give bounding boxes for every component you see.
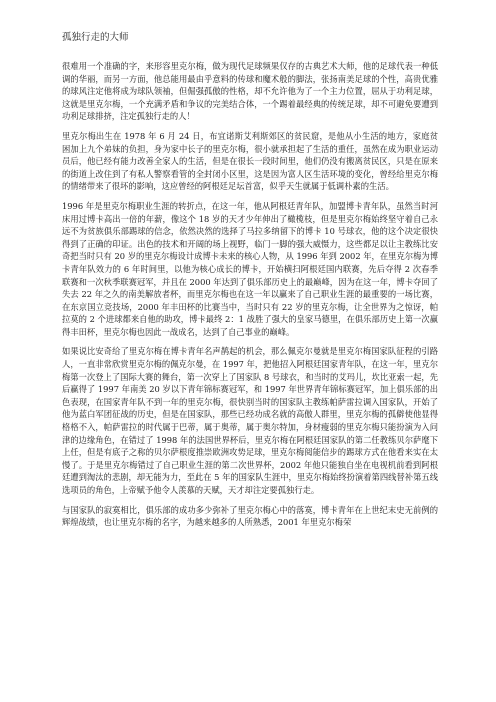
paragraph-boca-career: 1996 年是里克尔梅职业生涯的转折点，在这一年，他从阿根廷青年队，加盟博卡青年队，虽然当时河床用过博卡高出一倍的年薪，像这个 18 岁的天才少年伸出了橄榄枝，但是里克尔梅始终坚守着自己永远不为贫族俱乐部踢球的信念，依然决然的选择了马拉多纳留下的博卡 10 号球衣，他的这个决定很快得到了正确的印证。出色的技术和开阔的场上视野，临门一脚的强大威慑力，这些都足以让主教练比安奇把当时只有 20 岁的里克尔梅设计成博卡未来的核心人物，从 1996 年到 2002 年，在里克尔梅为博卡青年队效力的 6 年时间里，以他为核心成长的博卡，开始横扫阿根廷国内联赛，先后夺得 2 次春季联赛和一次秋季联赛冠军，并且在 2000 年达到了俱乐部历史上的最巅峰，因为在这一年，博卡夺回了失去 22 年之久的南美解放者杯，而里克尔梅也在这一年以赢来了自己职业生涯的最重要的一场比赛，在东京国立竞技场，2000 年丰田杯的比赛当中，当时只有 22 岁的里克尔梅，让全世界为之惊讶，帕拉莫的 2 个进球都来自他的助攻，博卡最终 2：1 战胜了强大的皇家马德里，在俱乐部历史上第一次赢得丰田杯，里克尔梅也因此一战成名，达到了自己事业的巅峰。 bbox=[62, 200, 438, 337]
paragraph-club-success: 与国家队的寂寞相比，俱乐部的成功多少弥补了里克尔梅心中的落寞，博卡青年在上世纪末史无前例的辉煌战绩，也让里克尔梅的名字，为越来越多的人所熟悉，2001 年里克尔梅荣 bbox=[62, 504, 438, 528]
paragraph-national-team: 如果说比安奇给了里克尔梅在博卡青年名声鹊起的机会，那么佩克尔曼就是里克尔梅国家队征程的引路人，一直非常欣赏里克尔梅的佩克尔曼，在 1997 年，把他招入阿根廷国家青年队，在这一年，里克尔梅第一次登上了国际大赛的舞台，第一次穿上了国家队 8 号球衣，和当时的艾玛儿，坎比亚索一起，先后赢得了 1997 年南美 20 岁以下青年锦标赛冠军，和 1997 年世界青年锦标赛冠军，加上俱乐部的出色表现，在国家青年队不到一年的里克尔梅，很快别当时的国家队主教练帕萨雷拉调入国家队，开始了他为蓝白军团征战的历史，但是在国家队，那些已经功成名就的高傲人群里，里克尔梅的孤僻使他显得格格不入，帕萨雷拉的时代属于巴蒂，属于奥蒂，属于奥尔特加，身材瘦弱的里克尔梅只能扮演为入问津的边缘角色，在错过了 1998 年的法国世界杯后，里克尔梅在阿根廷国家队的第二任教练贝尔萨麾下上任，但是有底子之称的贝尔萨根度推崇欧洲攻势足球，里克尔梅阅能信步的踢球方式在他看来实在太慢了。于是里克尔梅错过了自己职业生涯的第二次世界杯，2002 年他只能独自坐在电视机前看到阿根廷遭到淘汰的悲剧，却无能为力，至此在 5 年的国家队生涯中，里克尔梅始终扮演着第四线替补第五线选项员的角色，上帝赋予他令人羡慕的天赋，天才却注定要孤独行走。 bbox=[62, 346, 438, 495]
paragraph-childhood: 里克尔梅出生在 1978 年 6 月 24 日，布宜诺斯艾利斯郊区的贫民窟，是他从小生活的地方，家庭贫困加上九个弟妹的负担，身为家中长子的里克尔梅，很小就承担起了生活的重任，虽然在成为职业运动员后，他已经有能力改善全家人的生活，但是在很长一段时间里，他们仍没有搬离贫民区，只是在原来的街道上改住到了有私人警察看管的全封闭小区里，这是因为富人区生活环境的变化，曾经给里克尔梅的情绪带来了很坏的影响，这应曾经的阿根廷足坛首富，似乎天生就属于低调朴素的生活。 bbox=[62, 130, 438, 192]
document-title: 孤独行走的大师 bbox=[62, 32, 129, 43]
paragraph-intro: 很难用一个准确的字，来形容里克尔梅，做为现代足球频果仅存的古典艺术大师，他的足球代表一种低调的华丽，而另一方面，他总能用最由乎意料的传球和魔术般的脚法，张扬南美足球的个性，高贵优雅的球风注定他将成为球队领袖，但倔强孤傲的性格，却不允许他为了一个主力位置，屈从于功利足球，这就是里克尔梅，一个充满矛盾和争议的完美结合体，一个踢着最经典的传统足球，却不可避免要遭到功利足球排挤，注定孤独行走的人！ bbox=[62, 61, 438, 122]
document-body bbox=[62, 60, 438, 536]
